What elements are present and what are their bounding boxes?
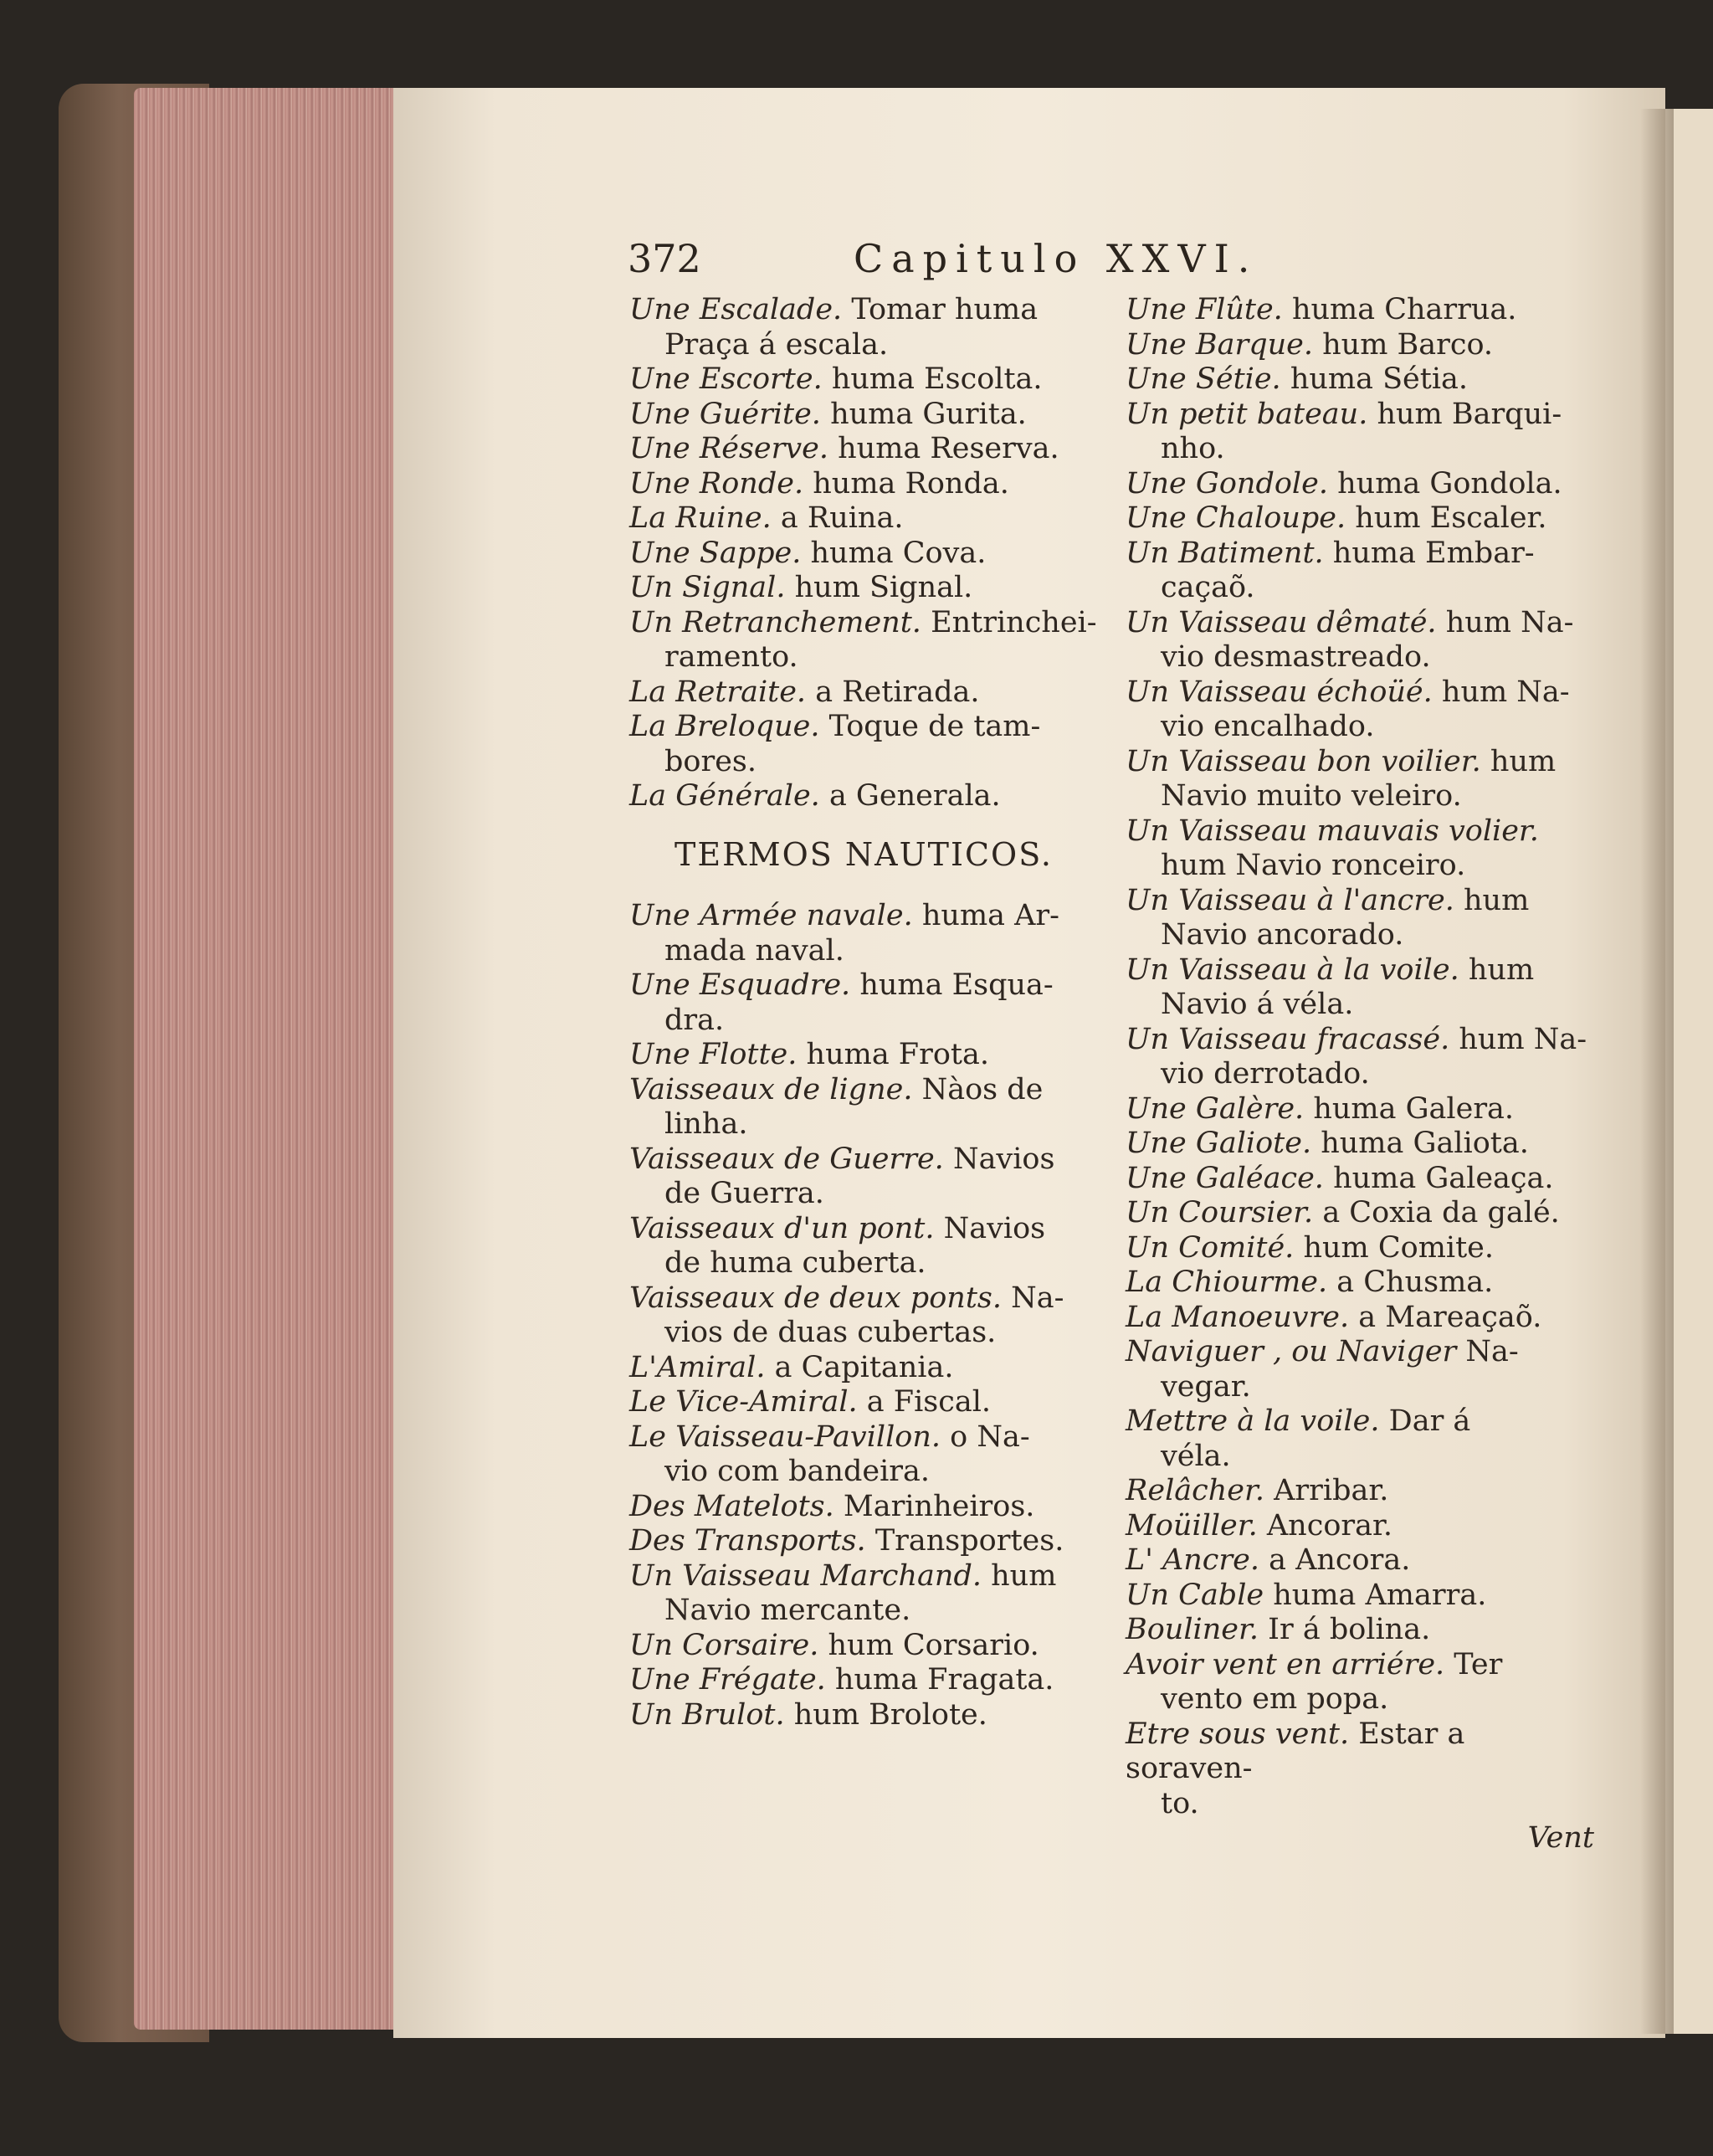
- portuguese-term: Na-: [1465, 1335, 1519, 1368]
- french-term: Une Galiote.: [1126, 1127, 1312, 1160]
- dictionary-entry: [1126, 398, 1594, 433]
- portuguese-term: hum Escaler.: [1355, 501, 1547, 535]
- entry-continuation: Praça á escala.: [664, 327, 889, 362]
- dictionary-entry: [629, 1038, 1098, 1073]
- chapter-title: Capitulo XXVI.: [854, 236, 1259, 281]
- dictionary-entry: [629, 675, 1098, 711]
- portuguese-term: hum Na-: [1441, 675, 1570, 709]
- french-term: Des Matelots.: [629, 1489, 834, 1523]
- portuguese-term: huma Esqua-: [859, 968, 1054, 1002]
- dictionary-entry: [629, 1281, 1098, 1317]
- french-term: Relâcher.: [1126, 1474, 1264, 1507]
- french-term: Vaisseaux de deux ponts.: [629, 1281, 1002, 1315]
- portuguese-term: Tomar huma: [851, 293, 1039, 326]
- portuguese-term: hum Corsario.: [828, 1628, 1039, 1662]
- entry-continuation: nho.: [1161, 432, 1225, 465]
- dictionary-entry: [629, 1073, 1098, 1108]
- entry-continuation: vio com bandeira.: [664, 1455, 930, 1488]
- portuguese-term: a Ruina.: [780, 501, 904, 535]
- entry-continuation: Navio ancorado.: [1161, 918, 1404, 952]
- french-term: Un Vaisseau à la voile.: [1126, 952, 1459, 987]
- dictionary-entry: [1126, 1509, 1594, 1544]
- french-term: Une Escalade.: [629, 293, 843, 326]
- portuguese-term: Toque de tam-: [828, 710, 1041, 743]
- french-term: Une Guérite.: [629, 397, 821, 431]
- french-term: Un Vaisseau bon voilier.: [1126, 744, 1481, 778]
- entry-continuation: caçaõ.: [1161, 571, 1255, 604]
- dictionary-entry: [1126, 953, 1594, 988]
- french-term: Une Barque.: [1126, 327, 1313, 362]
- french-term: Une Chaloupe.: [1126, 501, 1346, 535]
- french-term: Une Flûte.: [1126, 293, 1283, 326]
- french-term: Une Galéace.: [1126, 1161, 1324, 1195]
- french-term: L' Ancre.: [1126, 1543, 1259, 1577]
- portuguese-term: hum Comite.: [1303, 1230, 1494, 1265]
- dictionary-entry: [629, 293, 1098, 328]
- portuguese-term: huma Galera.: [1313, 1091, 1515, 1126]
- running-header: [628, 236, 1598, 286]
- dictionary-entry: [629, 1698, 1098, 1733]
- page-edges: [134, 88, 402, 2030]
- portuguese-term: hum: [1468, 952, 1535, 987]
- dictionary-entry: [629, 1663, 1098, 1698]
- french-term: La Breloque.: [629, 710, 820, 743]
- dictionary-entry: [1126, 675, 1594, 711]
- catchword: Vent: [1527, 1821, 1594, 1855]
- dictionary-entry: [629, 899, 1098, 934]
- french-term: La Générale.: [629, 779, 820, 813]
- french-term: Une Frégate.: [629, 1663, 826, 1697]
- french-term: Naviguer , ou Naviger: [1126, 1335, 1457, 1368]
- dictionary-entry: [1126, 1613, 1594, 1648]
- french-term: Avoir vent en arriére.: [1126, 1647, 1445, 1681]
- dictionary-entry: [1126, 467, 1594, 502]
- french-term: Un Corsaire.: [629, 1628, 819, 1662]
- left-column: [629, 293, 1098, 1732]
- dictionary-entry: [629, 1559, 1098, 1594]
- portuguese-term: huma Ronda.: [813, 466, 1009, 501]
- dictionary-entry: [1126, 1301, 1594, 1336]
- portuguese-term: Ter: [1454, 1647, 1503, 1681]
- french-term: Un Vaisseau fracassé.: [1126, 1022, 1450, 1056]
- french-term: Vaisseaux de ligne.: [629, 1072, 913, 1106]
- dictionary-entry: [1126, 1092, 1594, 1127]
- page-gutter: [1640, 109, 1674, 2034]
- entry-continuation: vento em popa.: [1161, 1682, 1389, 1716]
- french-term: Un Signal.: [629, 571, 786, 604]
- portuguese-term: Arribar.: [1274, 1474, 1389, 1507]
- entry-continuation: mada naval.: [664, 933, 844, 968]
- french-term: L'Amiral.: [629, 1350, 766, 1384]
- french-term: Un Batiment.: [1126, 536, 1324, 570]
- portuguese-term: Transportes.: [874, 1524, 1064, 1558]
- french-term: Des Transports.: [629, 1524, 866, 1558]
- dictionary-entry: [1126, 1196, 1594, 1231]
- portuguese-term: Ir á bolina.: [1268, 1613, 1431, 1646]
- portuguese-term: a Ancora.: [1269, 1543, 1411, 1577]
- portuguese-term: huma Galiota.: [1321, 1127, 1529, 1160]
- dictionary-entry: [629, 432, 1098, 467]
- portuguese-term: a Chusma.: [1336, 1265, 1494, 1299]
- portuguese-term: huma Charrua.: [1291, 293, 1517, 326]
- dictionary-entry: [1126, 501, 1594, 536]
- entry-continuation: vio derrotado.: [1161, 1057, 1370, 1091]
- french-term: La Chiourme.: [1126, 1265, 1328, 1299]
- portuguese-term: hum Signal.: [794, 571, 973, 604]
- portuguese-term: hum Barqui-: [1377, 397, 1562, 431]
- french-term: Bouliner.: [1126, 1613, 1259, 1646]
- dictionary-entry: [629, 536, 1098, 572]
- dictionary-entry: [1126, 1265, 1594, 1301]
- dictionary-entry: [1126, 1404, 1594, 1440]
- dictionary-entry: [629, 1142, 1098, 1178]
- left-entries-b: [629, 899, 1098, 1732]
- portuguese-term: huma Reserva.: [838, 432, 1059, 465]
- dictionary-entry: [629, 1385, 1098, 1420]
- entry-continuation: vegar.: [1161, 1369, 1251, 1404]
- french-term: Un Retranchement.: [629, 605, 921, 639]
- french-term: Une Flotte.: [629, 1038, 798, 1071]
- entry-continuation: ramento.: [664, 640, 798, 674]
- dictionary-entry: [629, 1351, 1098, 1386]
- french-term: Le Vaisseau-Pavillon.: [629, 1419, 941, 1454]
- dictionary-entry: [1126, 745, 1594, 780]
- dictionary-entry: [1126, 606, 1594, 641]
- dictionary-entry: [629, 606, 1098, 641]
- portuguese-term: huma Embar-: [1332, 536, 1535, 570]
- french-term: Un Brulot.: [629, 1697, 785, 1732]
- french-term: Une Sétie.: [1126, 362, 1281, 396]
- dictionary-entry: [629, 1524, 1098, 1559]
- dictionary-entry: [1126, 1231, 1594, 1266]
- dictionary-entry: [629, 571, 1098, 606]
- portuguese-term: Na-: [1011, 1281, 1064, 1315]
- portuguese-term: o Na-: [950, 1419, 1030, 1454]
- french-term: Une Armée navale.: [629, 899, 913, 932]
- dictionary-entry: [1126, 1162, 1594, 1197]
- dictionary-entry: [1126, 1578, 1594, 1614]
- dictionary-entry: [1126, 1023, 1594, 1058]
- portuguese-term: huma Frota.: [806, 1038, 989, 1071]
- portuguese-term: huma Galeaça.: [1333, 1161, 1554, 1195]
- dictionary-entry: [1126, 328, 1594, 363]
- portuguese-term: hum Na-: [1445, 605, 1574, 639]
- french-term: Un Vaisseau mauvais volier.: [1126, 814, 1539, 848]
- french-term: Mettre à la voile.: [1126, 1404, 1380, 1438]
- dictionary-entry: [1126, 814, 1594, 850]
- portuguese-term: a Generala.: [828, 779, 1001, 813]
- portuguese-term: hum Barco.: [1322, 327, 1494, 362]
- portuguese-term: hum: [1464, 883, 1530, 917]
- french-term: La Manoeuvre.: [1126, 1300, 1350, 1334]
- right-column: [1126, 293, 1594, 1856]
- french-term: La Retraite.: [629, 675, 807, 709]
- entry-continuation: de huma cuberta.: [664, 1246, 926, 1280]
- portuguese-term: huma Cova.: [810, 536, 987, 570]
- french-term: Une Galère.: [1126, 1091, 1305, 1126]
- dictionary-entry: [629, 1490, 1098, 1525]
- portuguese-term: hum: [991, 1558, 1057, 1593]
- entry-continuation: to.: [1161, 1786, 1199, 1820]
- entry-continuation: Navio á véla.: [1161, 988, 1354, 1021]
- portuguese-term: huma Gurita.: [830, 397, 1027, 431]
- dictionary-entry: [629, 1420, 1098, 1455]
- portuguese-term: Navios: [952, 1142, 1055, 1176]
- portuguese-term: huma Fragata.: [834, 1663, 1054, 1697]
- french-term: Moüiller.: [1126, 1508, 1258, 1543]
- portuguese-term: Marinheiros.: [843, 1489, 1035, 1523]
- portuguese-term: huma Sétia.: [1290, 362, 1469, 396]
- dictionary-entry: [629, 398, 1098, 433]
- portuguese-term: a Capitania.: [774, 1350, 954, 1384]
- french-term: Vaisseaux d'un pont.: [629, 1211, 935, 1245]
- portuguese-term: huma Ar-: [921, 899, 1059, 932]
- entry-continuation: Navio mercante.: [664, 1594, 911, 1627]
- portuguese-term: a Coxia da galé.: [1322, 1196, 1560, 1229]
- french-term: Un Vaisseau dêmaté.: [1126, 605, 1437, 639]
- dictionary-entry: [629, 968, 1098, 1004]
- dictionary-entry: [629, 1212, 1098, 1247]
- entry-continuation: Navio muito veleiro.: [1161, 779, 1462, 813]
- page-number: 372: [628, 236, 701, 281]
- french-term: Un Vaisseau à l'ancre.: [1126, 883, 1454, 917]
- dictionary-entry: [1126, 1543, 1594, 1578]
- french-term: Etre sous vent.: [1126, 1717, 1350, 1751]
- entry-continuation: véla.: [1161, 1439, 1231, 1473]
- dictionary-entry: [1126, 1717, 1594, 1787]
- portuguese-term: Ancorar.: [1266, 1508, 1393, 1543]
- entry-continuation: vios de duas cubertas.: [664, 1316, 997, 1349]
- french-term: Un Coursier.: [1126, 1196, 1314, 1229]
- section-heading: TERMOS NAUTICOS.: [674, 835, 1053, 873]
- dictionary-entry: [1126, 362, 1594, 398]
- dictionary-entry: [629, 710, 1098, 745]
- entry-continuation: hum Navio ronceiro.: [1161, 849, 1466, 882]
- portuguese-term: Nàos de: [921, 1072, 1044, 1106]
- dictionary-entry: [1126, 1335, 1594, 1370]
- portuguese-term: hum Na-: [1459, 1022, 1587, 1056]
- right-entries: [1126, 293, 1594, 1821]
- portuguese-term: a Retirada.: [815, 675, 980, 709]
- portuguese-term: Navios: [943, 1211, 1046, 1245]
- dictionary-entry: [629, 779, 1098, 814]
- portuguese-term: Entrinchei-: [931, 605, 1097, 639]
- portuguese-term: hum Brolote.: [793, 1697, 987, 1732]
- french-term: Une Sappe.: [629, 536, 802, 570]
- french-term: Une Escorte.: [629, 362, 823, 396]
- entry-continuation: de Guerra.: [664, 1177, 824, 1210]
- french-term: Une Esquadre.: [629, 968, 851, 1002]
- french-term: La Ruine.: [629, 501, 772, 535]
- left-entries-a: [629, 293, 1098, 814]
- french-term: Vaisseaux de Guerre.: [629, 1142, 944, 1176]
- dictionary-entry: [629, 362, 1098, 398]
- portuguese-term: Dar á: [1388, 1404, 1471, 1438]
- french-term: Une Ronde.: [629, 466, 804, 501]
- dictionary-entry: [629, 1629, 1098, 1664]
- french-term: Un Vaisseau Marchand.: [629, 1558, 982, 1593]
- dictionary-entry: [1126, 536, 1594, 572]
- dictionary-entry: [1126, 1648, 1594, 1683]
- dictionary-entry: [1126, 1474, 1594, 1509]
- french-term: Une Gondole.: [1126, 466, 1328, 501]
- dictionary-entry: [1126, 293, 1594, 328]
- dictionary-entry: [1126, 884, 1594, 919]
- entry-continuation: vio desmastreado.: [1161, 640, 1431, 674]
- french-term: Le Vice-Amiral.: [629, 1385, 858, 1419]
- entry-continuation: vio encalhado.: [1161, 710, 1375, 743]
- portuguese-term: a Fiscal.: [866, 1385, 992, 1419]
- french-term: Un Vaisseau échoüé.: [1126, 675, 1433, 709]
- portuguese-term: huma Gondola.: [1337, 466, 1562, 501]
- entry-continuation: bores.: [664, 744, 757, 778]
- portuguese-term: Estar a soraven-: [1126, 1717, 1465, 1785]
- portuguese-term: huma Escolta.: [831, 362, 1043, 396]
- portuguese-term: huma Amarra.: [1273, 1578, 1487, 1612]
- entry-continuation: linha.: [664, 1107, 748, 1141]
- french-term: Un Comité.: [1126, 1230, 1295, 1265]
- dictionary-entry: [629, 501, 1098, 536]
- dictionary-entry: [1126, 1127, 1594, 1162]
- entry-continuation: dra.: [664, 1003, 725, 1037]
- french-term: Un petit bateau.: [1126, 397, 1368, 431]
- dictionary-entry: [629, 467, 1098, 502]
- portuguese-term: a Mareaçaõ.: [1358, 1300, 1542, 1334]
- french-term: Un Cable: [1126, 1578, 1264, 1612]
- portuguese-term: hum: [1490, 744, 1557, 778]
- french-term: Une Réserve.: [629, 432, 828, 465]
